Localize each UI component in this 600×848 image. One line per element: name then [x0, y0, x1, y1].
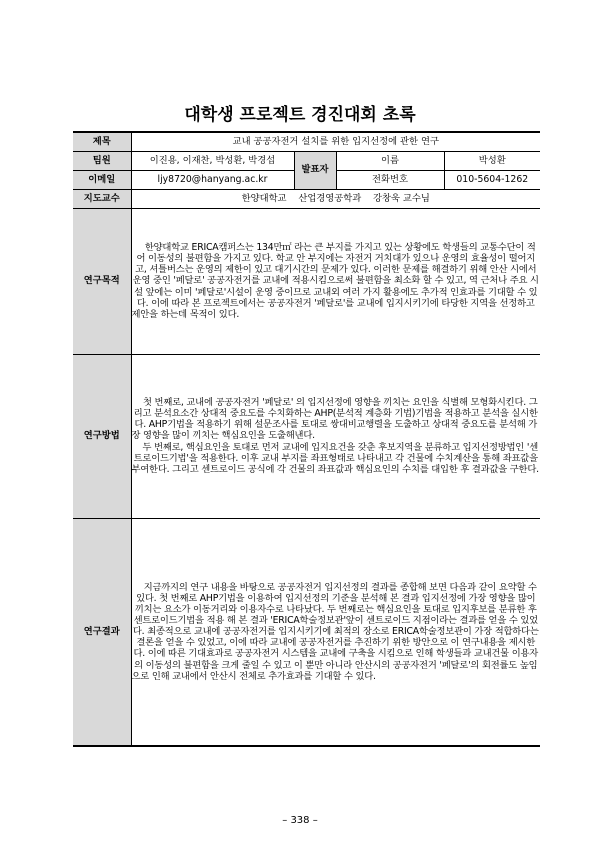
- name-value: 박성환: [444, 151, 540, 170]
- name-label: 이름: [336, 151, 444, 170]
- result-label: 연구결과: [73, 518, 131, 746]
- phone-value: 010-5604-1262: [444, 170, 540, 189]
- presenter-label: 발표자: [294, 151, 336, 189]
- team-label: 팀원: [73, 151, 131, 170]
- method-section: [73, 354, 540, 518]
- subject-value: 교내 공공자전거 설치를 위한 입지선정에 관한 연구: [131, 132, 540, 151]
- advisor-value: 한양대학교 산업경영공학과 강창욱 교수님: [131, 189, 540, 208]
- advisor-label: 지도교수: [73, 189, 131, 208]
- advisor-row: [73, 189, 540, 208]
- method-paragraph: 첫 번째로, 교내에 공공자전거 '페달로' 의 입지선정에 영향을 끼치는 요인을 식별해 모형화시킨다. 그리고 분석요소간 상대적 중요도를 수치화하는 AHP(분석적 계층화 기법)기법을 적용하고 분석을 실시한다. AHP기법을 적용하기 위해 설문조사를 토대로 쌍대비교행렬을 도출하고 상대적 중요도를 분석해 가장 영향을 많이 끼치는 핵심요인을 도출해낸다.: [131, 396, 538, 442]
- purpose-section: [73, 208, 540, 354]
- team-value: 이진용, 이재찬, 박성환, 박경섭: [131, 151, 294, 170]
- page-number: – 338 –: [282, 815, 318, 826]
- abstract-form-table: [73, 131, 540, 747]
- purpose-label: 연구목적: [73, 208, 131, 354]
- document-title: 대학생 프로젝트 경진대회 초록: [184, 105, 416, 125]
- subject-label: 제목: [73, 132, 131, 151]
- result-paragraph: 지금까지의 연구 내용을 바탕으로 공공자전거 입지선정의 결과를 종합해 보면 다음과 같이 요약할 수 있다. 첫 번째로 AHP기법을 이용하여 입지선정의 기준을 분석해 본 결과 입지선정에 가장 영향을 많이 끼치는 요소가 이동거리와 이용자수로 나타났다. 두 번째로는 핵심요인을 토대로 입지후보를 분류한 후 센트로이드기법을 적용 해 본 결과 'ERICA학술정보관'앞이 센트로이드 지점이라는 결과를 얻을 수 있었다. 최종적으로 교내에 공공자전거를 입지시키기에 최적의 장소로 ERICA학술정보관이 가장 적합하다는 결론을 얻을 수 있었고, 이에 따라 교내에 공공자전거를 추진하기 위한 방안으로 이 연구내용을 제시한다. 이에 따른 기대효과로 공공자전거 시스템을 교내에 구축을 시킴으로 인해 학생들과 교내건물 이용자의 이동성의 불편함을 크게 줄일 수 있고 이 뿐만 아니라 안산시의 공공자전거 '페달로'의 회전률도 높임으로 인해 교내에서 안산시 전체로 추가효과를 기대할 수 있다.: [131, 581, 539, 682]
- method-label: 연구방법: [73, 354, 131, 518]
- team-row: [73, 151, 540, 170]
- method-body: [131, 354, 540, 518]
- method-paragraph: 두 번째로, 핵심요인을 토대로 먼저 교내에 입지요건을 갖춘 후보지역을 분류하고 입지선정방법인 '센트로이드기법'을 적용한다. 이후 교내 부지를 좌표형태로 나타내고 각 건물에 수치계산을 통해 좌표값을 부여한다. 그리고 센트로이드 공식에 각 건물의 좌표값과 핵심요인의 수치를 대입한 후 결과값을 구한다.: [131, 441, 539, 475]
- result-body: [131, 518, 540, 746]
- result-section: [73, 518, 540, 746]
- purpose-paragraph: 한양대학교 ERICA캠퍼스는 134만㎡ 라는 큰 부지를 가지고 있는 상황에도 학생들의 교통수단이 적어 이동성의 불편함을 가지고 있다. 학교 안 부지에는 자전거 거치대가 있으나 운영의 효율성이 떨어지고, 셔틀버스는 운영의 제한이 있고 대기시간의 문제가 있다. 이러한 문제를 해결하기 위해 안산 시에서 운영 중인 '페달로' 공공자전거를 교내에 적용시킴으로써 불편함을 최소화 할 수 있고, 역 근처나 주요 시설 앞에는 이미 '페달로'시설이 운영 중이므로 교내외 여러 가지 활용에도 추가적 인효과를 기대할 수 있다. 이에 따라 본 프로젝트에서는 공공자전거 '페달로'를 교내에 입지시키기에 타당한 지역을 선정하고 제안을 하는데 목적이 있다.: [131, 241, 539, 320]
- phone-label: 전화번호: [336, 170, 444, 189]
- purpose-body: [131, 208, 540, 354]
- email-value: ljy8720@hanyang.ac.kr: [131, 170, 294, 189]
- subject-row: [73, 132, 540, 151]
- email-label: 이메일: [73, 170, 131, 189]
